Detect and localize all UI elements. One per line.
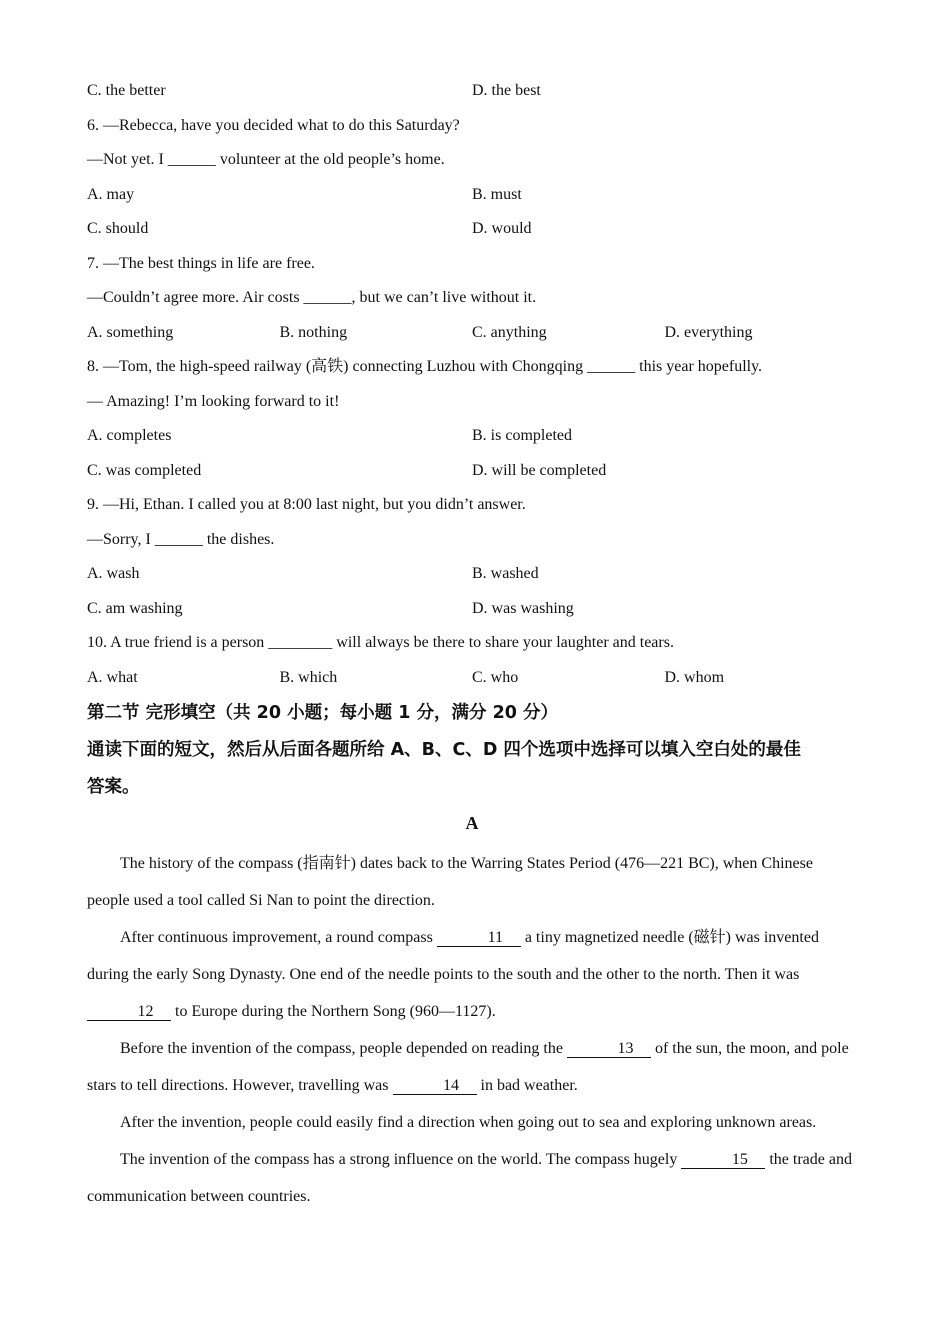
blank-11: 11	[437, 929, 521, 947]
q6-option-c: C. should	[87, 220, 149, 237]
q6-option-d: D. would	[472, 220, 532, 237]
passage-p5-text-b: the trade and communication between countries.	[87, 1151, 852, 1205]
passage-p3-text-a: Before the invention of the compass, people depended on reading the	[120, 1040, 563, 1057]
q6-reply: —Not yet. I ______ volunteer at the old people’s home.	[87, 151, 445, 168]
passage-paragraph-3	[87, 1030, 857, 1104]
passage-p2-text-c: to Europe during the Northern Song (960—1127).	[175, 1003, 496, 1020]
q7-option-c: C. anything	[472, 323, 547, 341]
q10-option-c: C. who	[472, 668, 519, 686]
q10-stem: 10. A true friend is a person ________ will always be there to share your laughter and tears.	[87, 634, 674, 651]
passage-label: A	[465, 813, 479, 833]
q5-options	[87, 78, 857, 113]
passage-paragraph-5	[87, 1141, 857, 1215]
q6-options-ab	[87, 182, 857, 217]
exam-page	[87, 78, 857, 1215]
passage-paragraph-2	[87, 919, 857, 1030]
q8-option-b: B. is completed	[472, 427, 572, 444]
q8-option-d: D. will be completed	[472, 461, 607, 479]
q9-option-c: C. am washing	[87, 599, 183, 617]
passage-p3-text-c: in bad weather.	[480, 1077, 578, 1094]
q6-stem: 6. —Rebecca, have you decided what to do this Saturday?	[87, 116, 460, 134]
q8-reply: — Amazing! I’m looking forward to it!	[87, 392, 340, 410]
q9-option-a: A. wash	[87, 565, 140, 582]
q10-option-b: B. which	[279, 668, 338, 686]
q7-option-b: B. nothing	[279, 323, 348, 341]
q9-option-d: D. was washing	[472, 599, 574, 617]
q8-option-a: A. completes	[87, 427, 172, 444]
blank-12: 12	[87, 1003, 171, 1021]
passage-p2-text-b: a tiny magnetized needle (磁针) was invented during the early Song Dynasty. One end of the needle points to the south and the other to the north. Then it was	[87, 929, 819, 983]
q8-option-c: C. was completed	[87, 461, 202, 479]
section-instruction-line2: 答案。	[87, 777, 140, 797]
passage-paragraph-1: The history of the compass (指南针) dates back to the Warring States Period (476—221 BC), when Chinese people used a tool called Si Nan to point the direction.	[87, 855, 813, 909]
q6-option-b: B. must	[472, 185, 522, 203]
q6-options-cd	[87, 216, 857, 251]
section-title: 第二节 完形填空（共 20 小题；每小题 1 分，满分 20 分）	[87, 703, 559, 723]
q10-option-d: D. whom	[664, 668, 725, 686]
passage-p5-text-a: The invention of the compass has a strong influence on the world. The compass hugely	[120, 1151, 678, 1168]
q8-options-ab	[87, 423, 857, 458]
q9-options-ab	[87, 561, 857, 596]
q8-options-cd	[87, 458, 857, 493]
passage-p3-text-b: of the sun, the moon, and pole stars to tell directions. However, travelling was	[87, 1040, 849, 1094]
q7-reply: —Couldn’t agree more. Air costs ______, but we can’t live without it.	[87, 289, 537, 306]
q7-stem: 7. —The best things in life are free.	[87, 254, 315, 272]
q6-option-a: A. may	[87, 185, 135, 203]
q9-stem: 9. —Hi, Ethan. I called you at 8:00 last night, but you didn’t answer.	[87, 496, 526, 513]
q9-reply: —Sorry, I ______ the dishes.	[87, 530, 275, 548]
q5-option-c: C. the better	[87, 82, 166, 99]
passage-paragraph-4: After the invention, people could easily find a direction when going out to sea and exploring unknown areas.	[120, 1114, 817, 1131]
section-instruction-line1: 通读下面的短文，然后从后面各题所给 A、B、C、D 四个选项中选择可以填入空白处的最佳	[87, 740, 801, 760]
q7-options	[87, 320, 857, 355]
q9-options-cd	[87, 596, 857, 631]
q7-option-d: D. everything	[664, 323, 753, 341]
q10-option-a: A. what	[87, 668, 138, 686]
q10-options	[87, 665, 857, 700]
passage-p2-text-a: After continuous improvement, a round compass	[120, 929, 433, 946]
q8-stem: 8. —Tom, the high-speed railway (高铁) connecting Luzhou with Chongqing ______ this year hopefully.	[87, 358, 763, 375]
blank-14: 14	[393, 1077, 477, 1095]
q5-option-d: D. the best	[472, 82, 541, 99]
blank-13: 13	[567, 1040, 651, 1058]
blank-15: 15	[681, 1151, 765, 1169]
q9-option-b: B. washed	[472, 565, 539, 582]
q7-option-a: A. something	[87, 323, 174, 341]
